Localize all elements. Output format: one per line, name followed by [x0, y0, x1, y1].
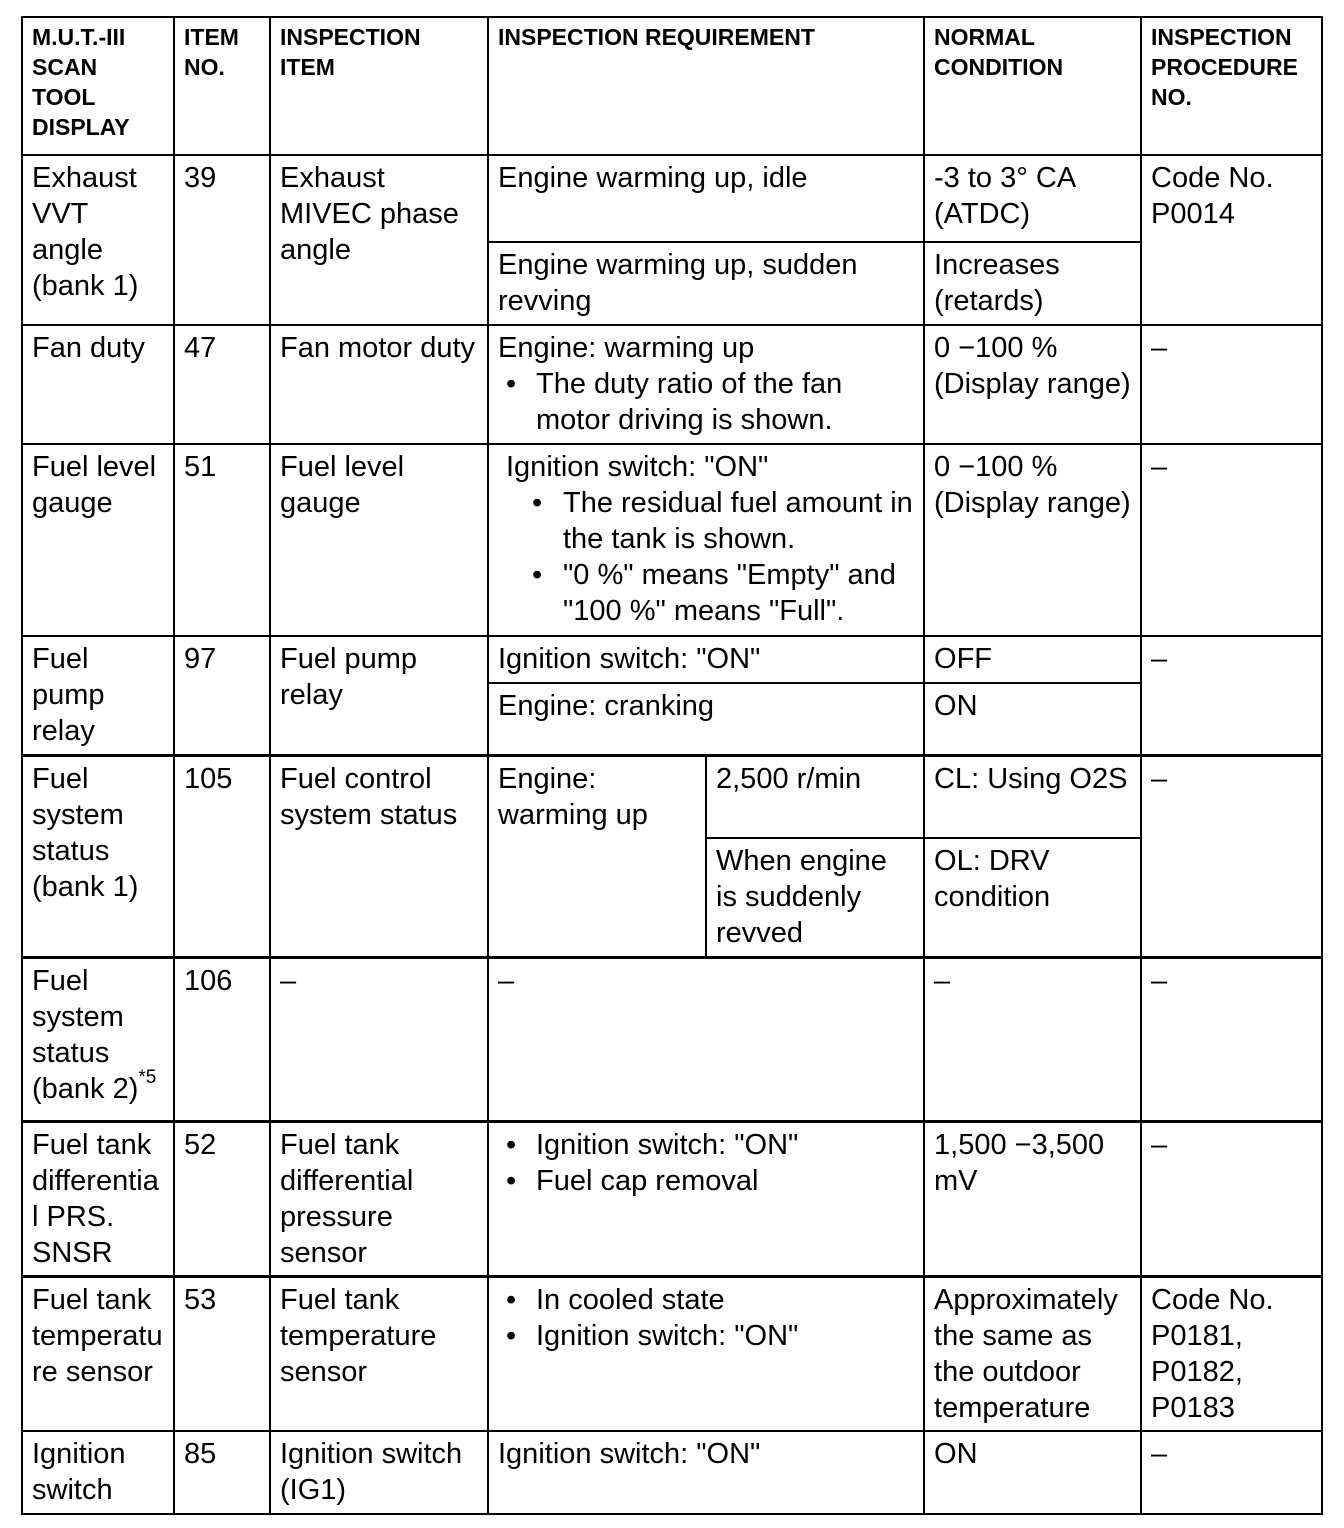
normal-condition-cell: –: [924, 957, 1141, 1121]
table-row: [22, 444, 1322, 636]
requirement-bullets: [498, 1282, 915, 1354]
requirement-sub-cell: When engine is suddenly revved: [706, 838, 924, 957]
header-row: [22, 17, 1322, 155]
requirement-cell: Engine: warming up: [488, 755, 706, 957]
table-row: [22, 325, 1322, 444]
requirement-cell: –: [488, 957, 924, 1121]
procedure-cell: –: [1141, 1431, 1322, 1514]
header-normal-condition: NORMAL CONDITION: [924, 17, 1141, 155]
scan-display-cell: Fuel pump relay: [22, 636, 174, 755]
normal-condition-cell: -3 to 3° CA (ATDC): [924, 155, 1141, 242]
inspection-item-cell: Exhaust MIVEC phase angle: [270, 155, 488, 325]
item-no-cell: 97: [174, 636, 270, 755]
item-no-cell: 85: [174, 1431, 270, 1514]
requirement-bullets: [498, 1127, 915, 1199]
inspection-item-cell: Fan motor duty: [270, 325, 488, 444]
scan-display-cell: Fuel system status (bank 1): [22, 755, 174, 957]
requirement-text: Ignition switch: "ON": [506, 451, 769, 483]
procedure-cell: –: [1141, 325, 1322, 444]
procedure-cell: –: [1141, 636, 1322, 755]
normal-condition-cell: 1,500 −3,500 mV: [924, 1121, 1141, 1276]
table-row: [22, 1276, 1322, 1431]
normal-condition-cell: OL: DRV condition: [924, 838, 1141, 957]
bullet-item: • Ignition switch: "ON": [498, 1127, 915, 1163]
procedure-cell: –: [1141, 1121, 1322, 1276]
normal-condition-cell: CL: Using O2S: [924, 755, 1141, 838]
inspection-item-cell: Fuel tank differential pressure sensor: [270, 1121, 488, 1276]
procedure-cell: Code No. P0181, P0182, P0183: [1141, 1276, 1322, 1431]
item-no-cell: 53: [174, 1276, 270, 1431]
normal-condition-cell: ON: [924, 683, 1141, 755]
header-inspection-procedure: INSPECTION PROCEDURE NO.: [1141, 17, 1322, 155]
procedure-cell: –: [1141, 957, 1322, 1121]
scan-display-cell: Exhaust VVT angle (bank 1): [22, 155, 174, 325]
normal-condition-cell: 0 −100 % (Display range): [924, 444, 1141, 636]
table-row: [22, 155, 1322, 242]
requirement-cell: Engine warming up, idle: [488, 155, 924, 242]
header-inspection-requirement: INSPECTION REQUIREMENT: [488, 17, 924, 155]
scan-display-cell: Fuel level gauge: [22, 444, 174, 636]
header-scan-tool-display: M.U.T.-III SCAN TOOL DISPLAY: [22, 17, 174, 155]
requirement-text: Engine: warming up: [498, 332, 755, 364]
requirement-cell: Ignition switch: "ON": [488, 1431, 924, 1514]
bullet-item: • "0 %" means "Empty" and "100 %" means "Full".: [530, 557, 915, 629]
bullet-item: • The duty ratio of the fan motor driving is shown.: [498, 366, 915, 438]
scan-display-cell: Fuel tank differential PRS. SNSR: [22, 1121, 174, 1276]
bullet-item: • Ignition switch: "ON": [498, 1318, 915, 1354]
item-no-cell: 52: [174, 1121, 270, 1276]
inspection-table: [21, 16, 1323, 1515]
table-row: [22, 755, 1322, 838]
inspection-item-cell: Fuel level gauge: [270, 444, 488, 636]
header-item-no: ITEM NO.: [174, 17, 270, 155]
table-row: [22, 957, 1322, 1121]
requirement-sub-cell: 2,500 r/min: [706, 755, 924, 838]
table-row: [22, 1431, 1322, 1514]
bullet-item: • In cooled state: [498, 1282, 915, 1318]
scan-display-cell: Fan duty: [22, 325, 174, 444]
requirement-cell: [488, 1276, 924, 1431]
normal-condition-cell: Increases (retards): [924, 242, 1141, 325]
table-row: [22, 1121, 1322, 1276]
normal-condition-cell: OFF: [924, 636, 1141, 683]
requirement-cell: Ignition switch: "ON": [488, 636, 924, 683]
normal-condition-cell: Approximately the same as the outdoor temperature: [924, 1276, 1141, 1431]
requirement-bullets: [498, 366, 915, 438]
scan-display-cell: [22, 957, 174, 1121]
requirement-bullets: [498, 485, 915, 629]
item-no-cell: 105: [174, 755, 270, 957]
requirement-cell: Engine warming up, sudden revving: [488, 242, 924, 325]
scan-display-cell: Ignition switch: [22, 1431, 174, 1514]
item-no-cell: 106: [174, 957, 270, 1121]
requirement-cell: [488, 444, 924, 636]
inspection-item-cell: Fuel pump relay: [270, 636, 488, 755]
inspection-item-cell: Fuel tank temperature sensor: [270, 1276, 488, 1431]
header-inspection-item: INSPECTION ITEM: [270, 17, 488, 155]
table-row: [22, 636, 1322, 683]
scan-display-text: Fuel system status (bank 2): [32, 964, 139, 1105]
item-no-cell: 39: [174, 155, 270, 325]
procedure-cell: Code No. P0014: [1141, 155, 1322, 325]
item-no-cell: 47: [174, 325, 270, 444]
inspection-item-cell: Ignition switch (IG1): [270, 1431, 488, 1514]
normal-condition-cell: ON: [924, 1431, 1141, 1514]
inspection-item-cell: –: [270, 957, 488, 1121]
inspection-item-cell: Fuel control system status: [270, 755, 488, 957]
item-no-cell: 51: [174, 444, 270, 636]
requirement-cell: [488, 1121, 924, 1276]
bullet-item: • The residual fuel amount in the tank is shown.: [530, 485, 915, 557]
scan-display-cell: Fuel tank temperature sensor: [22, 1276, 174, 1431]
normal-condition-cell: 0 −100 % (Display range): [924, 325, 1141, 444]
procedure-cell: –: [1141, 755, 1322, 957]
footnote-marker: *5: [138, 1066, 157, 1088]
requirement-cell: [488, 325, 924, 444]
requirement-cell: Engine: cranking: [488, 683, 924, 755]
procedure-cell: –: [1141, 444, 1322, 636]
bullet-item: • Fuel cap removal: [498, 1163, 915, 1199]
